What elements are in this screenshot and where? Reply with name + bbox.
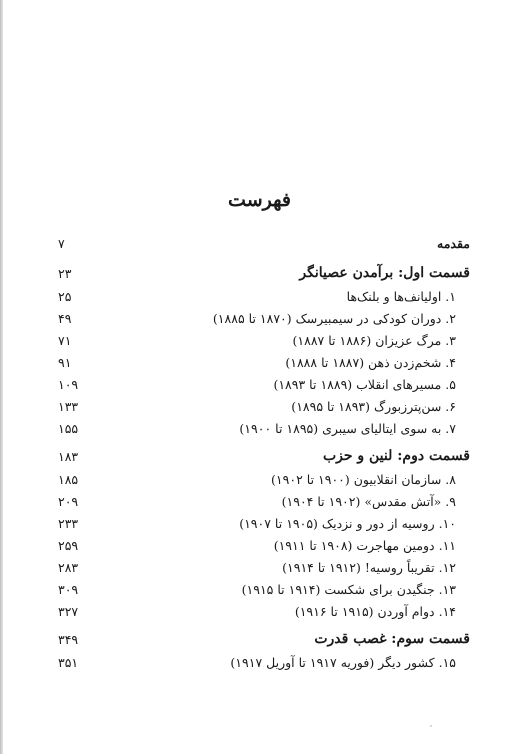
toc-entry-label: ۹. «آتش مقدس» (۱۹۰۲ تا ۱۹۰۴) (281, 493, 456, 509)
toc-entry-page: ۳۵۱ (58, 654, 79, 670)
toc-entry-page: ۱۵۵ (58, 420, 79, 436)
toc-entry-chapter-9[interactable] (58, 490, 470, 512)
toc-entry-page: ۳۰۹ (58, 581, 79, 597)
toc-entry-label: ۱۳. جنگیدن برای شکست (۱۹۱۴ تا ۱۹۱۵) (241, 581, 456, 597)
toc-entry-label: ۱۱. دومین مهاجرت (۱۹۰۸ تا ۱۹۱۱) (273, 537, 456, 553)
toc-entry-chapter-6[interactable] (58, 395, 470, 417)
toc-entry-page: ۴۹ (58, 310, 72, 326)
toc-entry-chapter-14[interactable] (58, 600, 470, 622)
toc-entry-page: ۲۰۹ (58, 493, 79, 509)
toc-entry-chapter-12[interactable] (58, 556, 470, 578)
toc-entry-label: ۱. اولیانف‌ها و بلنک‌ها (346, 288, 456, 304)
toc-entry-chapter-13[interactable] (58, 578, 470, 600)
toc-entry-chapter-2[interactable] (58, 307, 470, 329)
toc-entry-page: ۲۵ (58, 288, 72, 304)
toc-entry-label: ۷. به سوی ایتالیای سیبری (۱۸۹۵ تا ۱۹۰۰) (239, 420, 456, 436)
toc-entry-page: ۷ (58, 235, 65, 251)
toc-entry-label: ۱۲. تقریباً روسیه! (۱۹۱۲ تا ۱۹۱۴) (282, 559, 456, 575)
toc-entry-page: ۱۰۹ (58, 376, 79, 392)
toc-entry-chapter-8[interactable] (58, 468, 470, 490)
toc-entry-page: ۱۸۵ (58, 471, 79, 487)
toc-part-label: قسمت دوم: لنین و حزب (322, 448, 470, 464)
toc-part-two[interactable] (58, 445, 470, 467)
toc-entry-page: ۲۳۳ (58, 515, 79, 531)
toc-entry-chapter-15[interactable] (58, 651, 470, 673)
toc-entry-chapter-3[interactable] (58, 329, 470, 351)
toc-entry-chapter-4[interactable] (58, 351, 470, 373)
toc-entry-label: ۶. سن‌پترزبورگ (۱۸۹۳ تا ۱۸۹۵) (291, 398, 456, 414)
toc-entry-label: ۲. دوران کودکی در سیمبیرسک (۱۸۷۰ تا ۱۸۸۵) (212, 310, 456, 326)
toc-part-page: ۱۸۳ (58, 448, 79, 464)
toc-part-three[interactable] (58, 628, 470, 650)
toc-entry-label: ۱۰. روسیه از دور و نزدیک (۱۹۰۵ تا ۱۹۰۷) (239, 515, 456, 531)
toc-entry-page: ۹۱ (58, 354, 72, 370)
page-title: فهرست (228, 189, 291, 211)
toc-part-one[interactable] (58, 262, 470, 284)
toc-entry-label: ۳. مرگ عزیزان (۱۸۸۶ تا ۱۸۸۷) (292, 332, 456, 348)
toc-entry-label: ۵. مسیرهای انقلاب (۱۸۸۹ تا ۱۸۹۳) (273, 376, 456, 392)
toc-part-page: ۲۳ (58, 265, 72, 281)
toc-entry-page: ۱۳۳ (58, 398, 79, 414)
page-spine-edge (0, 0, 3, 754)
toc-entry-chapter-10[interactable] (58, 512, 470, 534)
toc-part-label: قسمت سوم: غصب قدرت (314, 631, 470, 647)
toc-entry-chapter-11[interactable] (58, 534, 470, 556)
toc-entry-label: ۴. شخم‌زدن ذهن (۱۸۸۷ تا ۱۸۸۸) (285, 354, 456, 370)
toc-entry-chapter-1[interactable] (58, 285, 470, 307)
toc-entry-label: ۱۵. کشور دیگر (فوریه ۱۹۱۷ تا آوریل ۱۹۱۷) (230, 654, 456, 670)
toc-entry-label: ۱۴. دوام آوردن (۱۹۱۵ تا ۱۹۱۶) (294, 603, 456, 619)
toc-entry-label: مقدمه (437, 235, 470, 251)
toc-entry-label: ۸. سازمان انقلابیون (۱۹۰۰ تا ۱۹۰۲) (271, 471, 456, 487)
toc-entry-chapter-5[interactable] (58, 373, 470, 395)
toc-entry-introduction[interactable] (58, 232, 470, 254)
toc-entry-page: ۳۲۷ (58, 603, 79, 619)
toc-part-page: ۳۴۹ (58, 631, 79, 647)
toc-entry-page: ۲۵۹ (58, 537, 79, 553)
toc-part-label: قسمت اول: برآمدن عصیانگر (299, 265, 470, 281)
scan-speck (430, 725, 432, 727)
toc-entry-page: ۲۸۳ (58, 559, 79, 575)
toc-entry-chapter-7[interactable] (58, 417, 470, 439)
toc-entry-page: ۷۱ (58, 332, 72, 348)
